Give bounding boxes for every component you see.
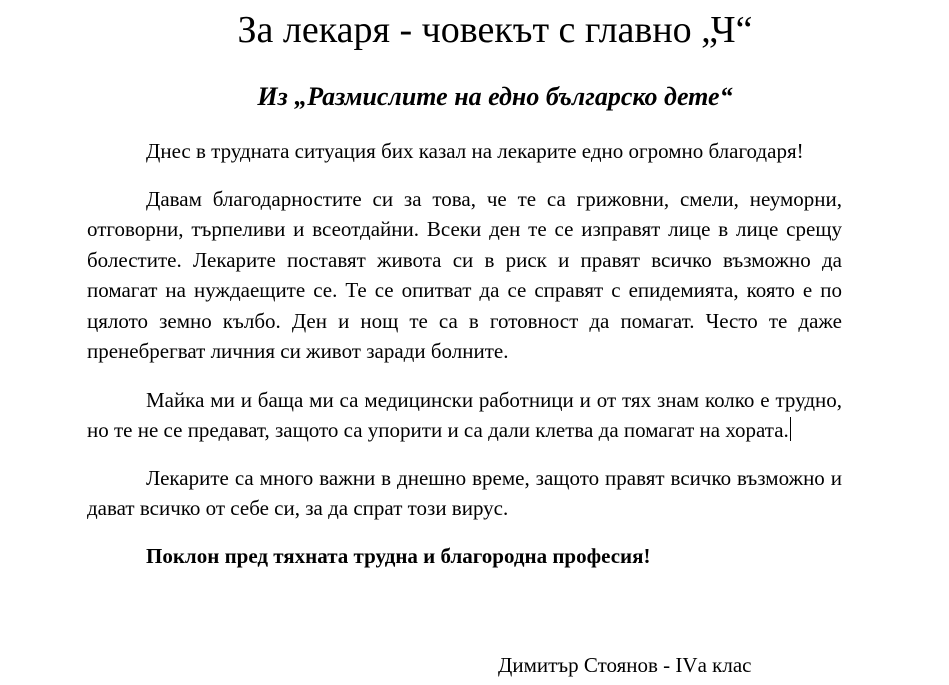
document-body bbox=[87, 136, 842, 571]
document-title: За лекаря - човекът с главно „Ч“ bbox=[237, 9, 753, 51]
paragraph-parents bbox=[87, 385, 842, 446]
paragraph-importance: Лекарите са много важни в днешно време, защото правят всичко възможно и дават всичко от себе си, за да спрат този вирус. bbox=[87, 465, 842, 520]
document-subtitle: Из „Размислите на едно българско дете“ bbox=[257, 82, 733, 111]
author-signature: Димитър Стоянов - IVа клас bbox=[498, 653, 752, 677]
text-cursor bbox=[790, 417, 791, 441]
paragraph-doctors-qualities: Давам благодарностите си за това, че те са грижовни, смели, неуморни, отговорни, търпеливи и всеотдайни. Всеки ден те се изправят лице в лице срещу болестите. Лекарите поставят живота си в риск и правят всичко възможно да помагат на нуждаещите се. Те се опитват да се справят с епидемията, която е по цялото земно кълбо. Ден и нощ те са в готовност да помагат. Често те даже пренебрегват личния си живот заради болните. bbox=[87, 186, 842, 363]
paragraph-gratitude: Днес в трудната ситуация бих казал на лекарите едно огромно благодаря! bbox=[146, 139, 804, 163]
paragraph-parents-text: Майка ми и баща ми са медицински работници и от тях знам колко е трудно, но те не се предават, защото са упорити и са дали клетва да помагат на хората. bbox=[87, 387, 842, 442]
closing-statement: Поклон пред тяхната трудна и благородна професия! bbox=[146, 543, 651, 568]
